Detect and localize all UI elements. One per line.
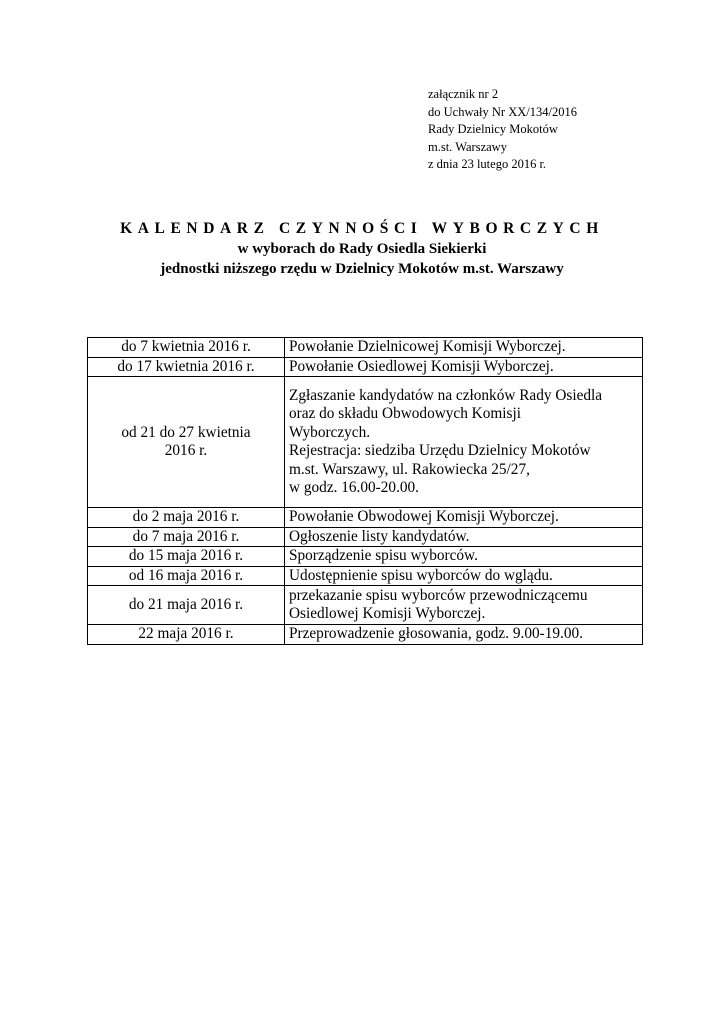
table-row (88, 377, 643, 508)
annex-resolution: do Uchwały Nr XX/134/2016 (428, 104, 577, 119)
table-row (88, 625, 643, 645)
schedule-date: do 2 maja 2016 r. (88, 508, 285, 528)
schedule-date: do 17 kwietnia 2016 r. (88, 357, 285, 377)
annex-reference (428, 86, 577, 174)
table-row (88, 508, 643, 528)
schedule-activity: Ogłoszenie listy kandydatów. (285, 527, 643, 547)
annex-number: załącznik nr 2 (428, 87, 499, 101)
table-row (88, 566, 643, 586)
schedule-date: od 16 maja 2016 r. (88, 566, 285, 586)
schedule-activity: Przeprowadzenie głosowania, godz. 9.00-19.00. (285, 625, 643, 645)
schedule-activity: Zgłaszanie kandydatów na członków Rady Osiedla oraz do składu Obwodowych Komisji Wyborczych. Rejestracja: siedziba Urzędu Dzielnicy Mokotów m.st. Warszawy, ul. Rakowiecka 25/27, w godz. 16.00-20.00. (285, 377, 643, 508)
schedule-date: do 7 kwietnia 2016 r. (88, 338, 285, 358)
annex-city: m.st. Warszawy (428, 139, 507, 154)
document-subtitle-1: w wyborach do Rady Osiedla Siekierki (237, 241, 487, 257)
schedule-date: od 21 do 27 kwietnia 2016 r. (88, 377, 285, 508)
table-row (88, 586, 643, 625)
schedule-activity: Udostępnienie spisu wyborców do wglądu. (285, 566, 643, 586)
annex-council: Rady Dzielnicy Mokotów (428, 122, 558, 136)
schedule-date: 22 maja 2016 r. (88, 625, 285, 645)
schedule-date: do 21 maja 2016 r. (88, 586, 285, 625)
table-row (88, 338, 643, 358)
schedule-date: do 7 maja 2016 r. (88, 527, 285, 547)
schedule-activity: przekazanie spisu wyborców przewodniczącemu Osiedlowej Komisji Wyborczej. (285, 586, 643, 625)
document-title: KALENDARZ CZYNNOŚCI WYBORCZYCH (120, 220, 604, 237)
document-title-block (0, 219, 724, 279)
table-row (88, 357, 643, 377)
annex-date: z dnia 23 lutego 2016 r. (428, 157, 547, 171)
schedule-activity: Sporządzenie spisu wyborców. (285, 547, 643, 567)
schedule-activity: Powołanie Osiedlowej Komisji Wyborczej. (285, 357, 643, 377)
table-row (88, 527, 643, 547)
election-calendar-table (87, 337, 643, 645)
schedule-activity: Powołanie Obwodowej Komisji Wyborczej. (285, 508, 643, 528)
schedule-date: do 15 maja 2016 r. (88, 547, 285, 567)
document-subtitle-2: jednostki niższego rzędu w Dzielnicy Mokotów m.st. Warszawy (160, 261, 564, 277)
table-row (88, 547, 643, 567)
schedule-activity: Powołanie Dzielnicowej Komisji Wyborczej. (285, 338, 643, 358)
